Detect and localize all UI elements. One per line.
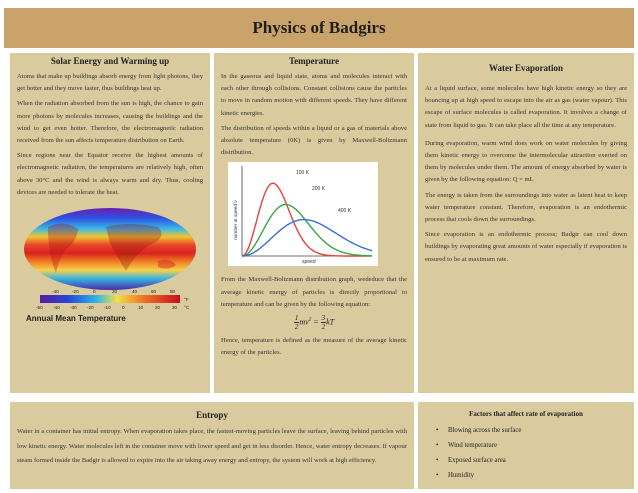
solar-paragraph: Atoms that make up buildings absorb energy from light photons, they get hotter and they move faster, thus buildings heat up. xyxy=(17,73,203,93)
scale-tick-c: 10 xyxy=(138,305,144,311)
world-temperature-map xyxy=(18,205,202,333)
entropy-panel xyxy=(10,402,414,489)
water-title: Water Evaporation xyxy=(488,63,564,73)
scale-tick-f: 40 xyxy=(132,289,138,295)
solar-text xyxy=(17,71,203,199)
temperature-title: Temperature xyxy=(289,56,339,66)
scale-tick-f: 20 xyxy=(112,289,118,295)
kinetic-energy-equation: $\frac{1}{2}$ $mv^2$ = $\frac{3}{2}$ kT xyxy=(294,314,335,332)
curve-label-200k: 200 K xyxy=(312,186,326,193)
scale-unit-c: °C xyxy=(184,305,190,311)
temperature-text-2 xyxy=(221,274,407,311)
temperature-text-3 xyxy=(221,335,407,359)
solar-paragraph: When the radiation absorbed from the sun is high, the chance to gain more photons by molecules increases, causing the buildings and the wind to get even hotter. Therefore, the electromagnetic radiation received from the sun affects temperature distribution on Earth. xyxy=(17,100,203,145)
scale-tick-f: 0 xyxy=(93,289,96,295)
entropy-title: Entropy xyxy=(196,410,228,420)
scale-tick-c: -20 xyxy=(87,305,94,311)
temperature-paragraph: The distribution of speeds within a liquid or a gas of materials above absolute temperature (0K) is given by Maxwell-Boltzmann distribution. xyxy=(221,124,407,157)
temperature-closing: Hence, temperature is defined as the measure of the average kinetic energy of the particles. xyxy=(221,337,407,357)
water-paragraph: Since evaporation is an endothermic process; Badgir can cool down buildings by evaporating great amounts of water especially if evaporation is ensured to be at maximum rate. xyxy=(425,231,627,263)
temperature-text xyxy=(221,71,407,159)
factors-title: Factors that affect rate of evaporation xyxy=(469,410,583,418)
water-panel xyxy=(418,53,634,393)
water-paragraph: During evaporation, warm wind does work on water molecules by giving them kinetic energy to overcome the intermolecular attraction exerted on them by molecules under them. The amount of energy absorbed by water is given by the following equation: Q = mL xyxy=(425,139,627,184)
list-item: • Exposed surface area xyxy=(448,453,634,468)
maxwell-boltzmann-figure xyxy=(228,162,414,271)
temperature-after-graph: From the Maxwell-Boltzmann distribution graph, wededuce that the average kinetic energy of particles is directly proportional to temperature and can be given by the following equation: xyxy=(221,276,407,308)
graph-xlabel: speed xyxy=(302,259,316,266)
solar-paragraph: Since regions near the Equator receive the highest amounts of electromagnetic radiation, the temperatures are relatively high, often above 30°C and the wind is always warm and dry. Thus, cooling devices are needed to tolerate the heat. xyxy=(17,152,203,196)
solar-panel xyxy=(10,53,210,393)
factors-list xyxy=(418,423,634,483)
solar-title: Solar Energy and Warming up xyxy=(50,56,170,66)
scale-tick-c: -40 xyxy=(53,305,60,311)
scale-tick-c: -10 xyxy=(104,305,111,311)
temperature-paragraph: In the gaseous and liquid state, atoms and molecules interact with each other through collisions. Constant collisions cause the particles to move in random motion with different speeds. They have different kinetic energies. xyxy=(221,73,407,117)
temperature-map-figure xyxy=(18,205,202,338)
maxwell-boltzmann-graph xyxy=(228,162,378,266)
list-item: • Blowing across the surface xyxy=(448,423,634,438)
scale-tick-f: -20 xyxy=(72,289,79,295)
scale-unit-f: °F xyxy=(184,297,189,303)
list-item: • Humidity xyxy=(448,468,634,483)
scale-tick-c: 30 xyxy=(172,305,178,311)
curve-label-100k: 100 K xyxy=(296,170,310,177)
scale-tick-f: -40 xyxy=(52,289,59,295)
curve-200k xyxy=(242,205,372,256)
water-text xyxy=(425,83,627,266)
color-scale-bar xyxy=(40,295,180,303)
temperature-panel xyxy=(214,53,414,393)
title-bar xyxy=(4,8,634,48)
factors-panel xyxy=(418,402,634,489)
scale-tick-c: -30 xyxy=(70,305,77,311)
water-paragraph: The energy is taken from the surroundings into water as latent heat to keep water temperature constant. Therefore, evaporation is an endothermic process that cools down the surroundings. xyxy=(425,191,627,224)
list-item: • Wind temperature xyxy=(448,438,634,453)
scale-tick-c: 0 xyxy=(122,305,125,311)
curve-400k xyxy=(242,220,372,256)
scale-tick-c: -50 xyxy=(36,305,43,311)
map-caption: Annual Mean Temperature xyxy=(26,314,126,324)
curve-label-400k: 400 K xyxy=(338,208,352,215)
entropy-text: Water in a container has initial entropy. When evaporation takes place, the fastest-moving particles leave the surface, leaving behind particles with low kinetic energy. Water molecules left in the container move with lower speed and get in less disorder. Hence, water entropy decreases. If vapour steam formed inside the Badgir is allowed to expire into the air taking away energy and entropy, the system will work at high efficiency. xyxy=(17,428,407,464)
scale-tick-f: 80 xyxy=(170,289,176,295)
water-paragraph: At a liquid surface, some molecules have high kinetic energy so they are bouncing up at high speed to escape into the air as gas (water vapour). This escape of surface molecules is called evaporation. It involves a change of state from liquid to gas. It can take place all the time at any temperature. xyxy=(425,85,627,129)
graph-ylabel: number at speed v xyxy=(234,200,239,241)
scale-tick-c: 20 xyxy=(155,305,161,311)
poster-title: Physics of Badgirs xyxy=(252,18,386,37)
scale-tick-f: 60 xyxy=(151,289,157,295)
